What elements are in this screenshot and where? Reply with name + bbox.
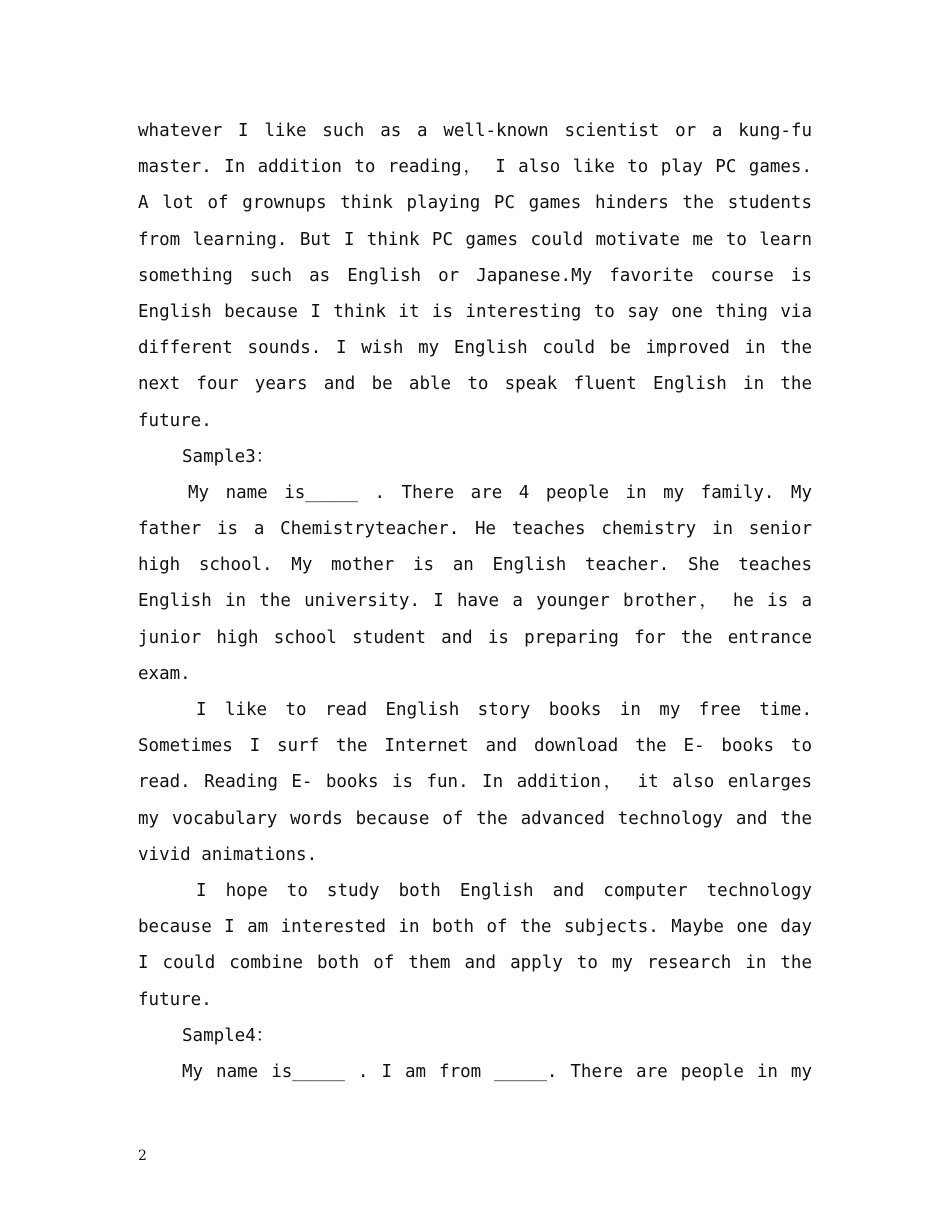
document-body [138,113,812,1090]
text-line: English because I think it is interesting to say one thing via [138,301,812,322]
section-heading: Sample3： [182,446,274,467]
text-line: future. [138,410,212,431]
text-line: high school. My mother is an English teacher. She teaches [138,555,812,576]
text-line: something such as English or Japanese.My favorite course is [138,265,812,286]
text-line: English in the university. I have a younger brother， he is a [138,591,812,612]
paragraph-sample4-intro [138,1054,812,1090]
paragraph-study-plans [138,873,812,1018]
text-line: A lot of grownups think playing PC games hinders the students [138,193,812,214]
text-line: because I am interested in both of the subjects. Maybe one day [138,917,812,938]
text-line: father is a Chemistryteacher. He teaches chemistry in senior [138,519,812,540]
paragraph-reading [138,692,812,873]
text-line: My name is_____ . I am from _____. There are people in my [182,1061,812,1082]
text-line: I like to read English story books in my free time. [196,700,812,720]
sample3-heading [138,439,812,475]
section-heading: Sample4： [182,1025,274,1046]
text-line: my vocabulary words because of the advanced technology and the [138,808,812,829]
text-line: whatever I like such as a well-known scientist or a kung-fu [138,121,812,141]
text-line: next four years and be able to speak fluent English in the [138,374,812,395]
text-line: from learning. But I think PC games could motivate me to learn [138,229,812,250]
text-line: exam. [138,663,191,684]
text-line: different sounds. I wish my English could be improved in the [138,338,812,359]
text-line: read. Reading E- books is fun. In addition， it also enlarges [138,772,812,793]
sample4-heading [138,1018,812,1054]
text-line: I could combine both of them and apply to my research in the [138,953,812,974]
paragraph-hobbies-continued [138,113,812,439]
text-line: master. In addition to reading， I also like to play PC games. [138,157,812,178]
text-line: junior high school student and is preparing for the entrance [138,627,812,648]
text-line: My name is_____ . There are 4 people in my family. My [188,482,812,503]
page-number: 2 [138,1148,147,1164]
text-line: vivid animations. [138,844,318,865]
text-line: future. [138,989,212,1010]
paragraph-family [138,475,812,692]
text-line: I hope to study both English and computer technology [196,880,812,901]
text-line: Sometimes I surf the Internet and download the E- books to [138,736,812,757]
